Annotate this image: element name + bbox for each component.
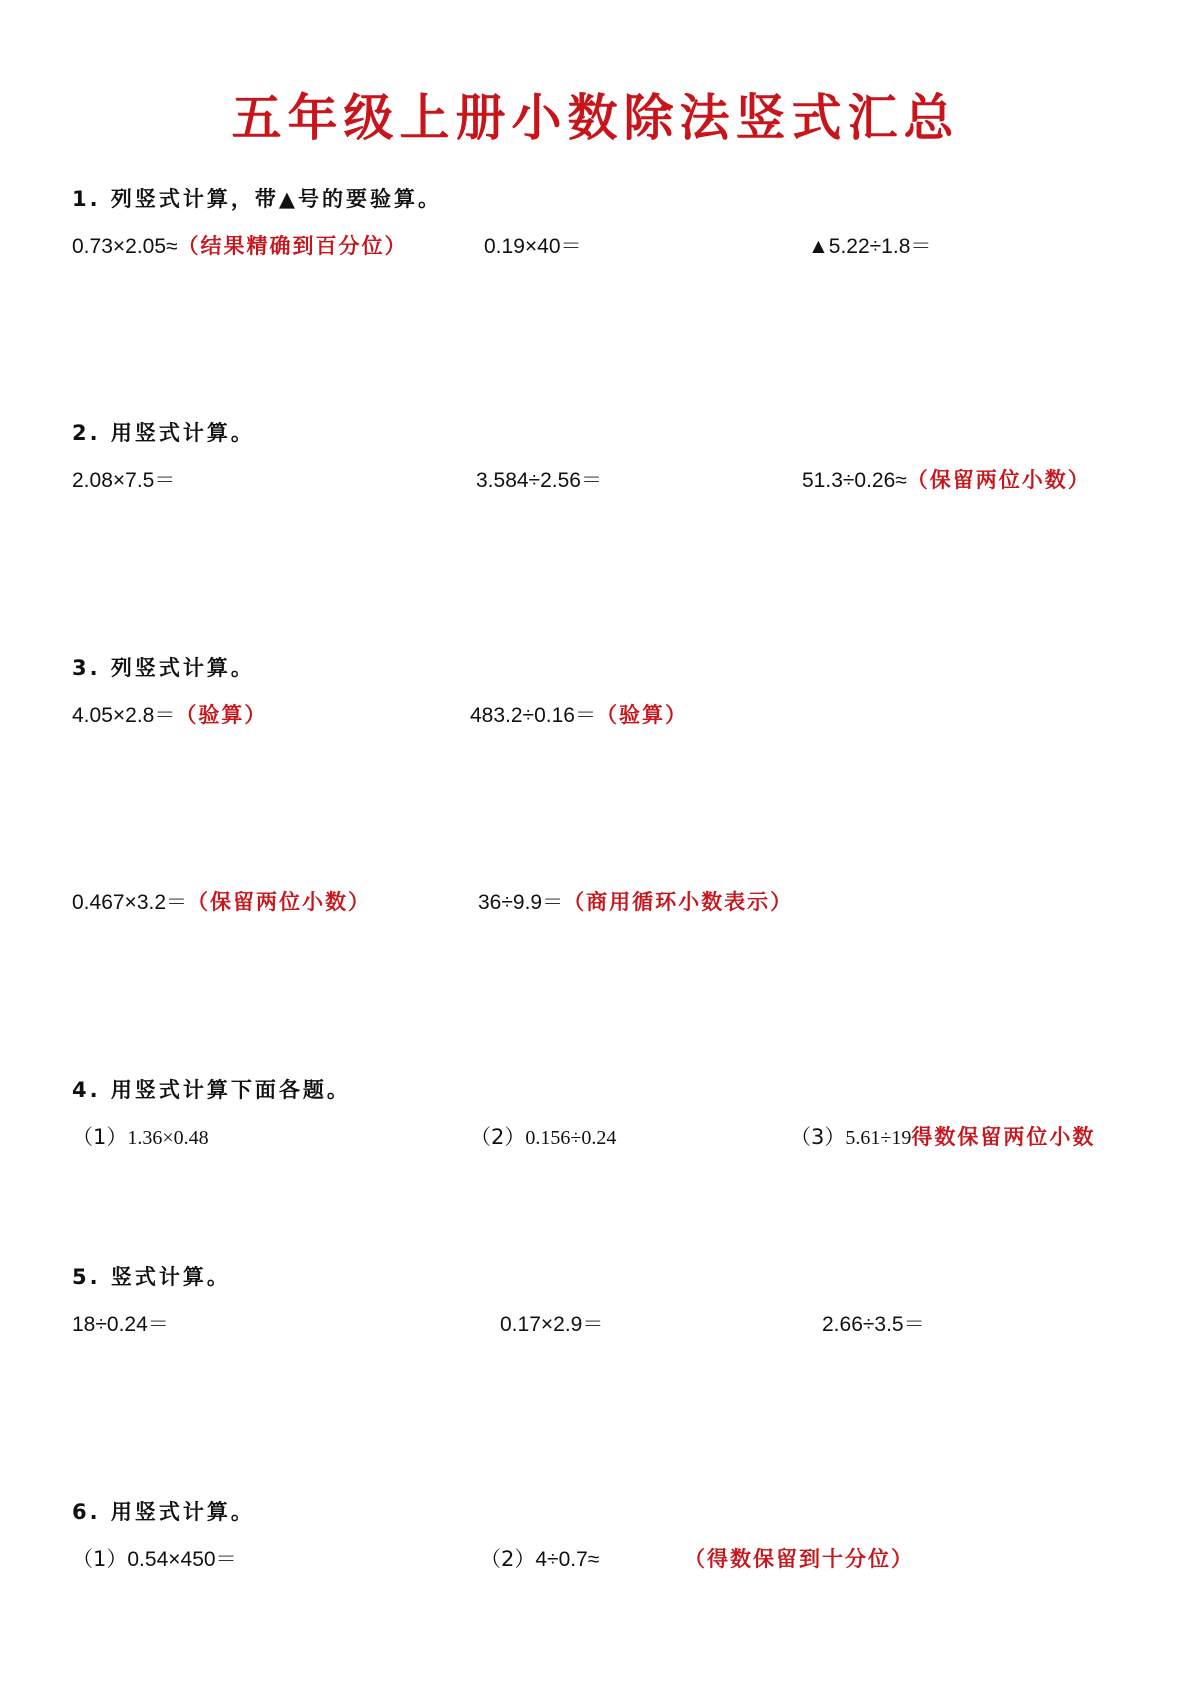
problem-note: （验算） <box>175 703 268 727</box>
problem-label: （2） <box>470 1125 526 1149</box>
problem-3-2 <box>470 699 688 729</box>
problem-1-2 <box>484 230 582 260</box>
problem-expression: 4÷0.7≈ <box>535 1548 600 1571</box>
problem-6-1 <box>72 1543 237 1573</box>
problem-note: （保留两位小数） <box>906 468 1091 492</box>
page-title: 五年级上册小数除法竖式汇总 <box>231 88 960 147</box>
problem-1-1 <box>72 230 408 260</box>
problem-expression: 0.467×3.2＝ <box>72 891 188 914</box>
problem-expression: 2.66÷3.5＝ <box>822 1313 925 1336</box>
problem-expression: 0.73×2.05≈ <box>72 235 178 258</box>
problem-label: （3） <box>790 1125 846 1149</box>
problem-expression: 0.17×2.9＝ <box>500 1313 604 1336</box>
problem-note: （得数保留到十分位） <box>684 1547 914 1571</box>
problem-expression: 3.584÷2.56＝ <box>476 469 602 492</box>
problem-note: （结果精确到百分位） <box>177 234 408 258</box>
problem-expression: 18÷0.24＝ <box>72 1313 169 1336</box>
problem-3-1 <box>72 699 267 729</box>
problem-5-1 <box>72 1308 169 1338</box>
problem-2-3 <box>802 464 1091 494</box>
problem-note: （商用循环小数表示） <box>563 890 794 914</box>
problem-expression: 51.3÷0.26≈ <box>802 469 907 492</box>
problem-expression: 5.61÷19 <box>845 1127 912 1149</box>
section-6-heading: 6. 用竖式计算。 <box>72 1500 255 1524</box>
problem-2-1 <box>72 464 175 494</box>
problem-note: （验算） <box>595 703 688 727</box>
section-5-heading: 5. 竖式计算。 <box>72 1265 231 1289</box>
section-4-heading: 4. 用竖式计算下面各题。 <box>72 1078 351 1102</box>
problem-4-3 <box>790 1121 1095 1151</box>
section-3-heading: 3. 列竖式计算。 <box>72 656 255 680</box>
problem-expression: 2.08×7.5＝ <box>72 469 176 492</box>
problem-6-2 <box>480 1543 599 1573</box>
problem-label: （1） <box>72 1547 128 1571</box>
problem-3-3 <box>72 886 371 916</box>
problem-expression: 1.36×0.48 <box>127 1127 209 1149</box>
problem-expression: 0.156÷0.24 <box>525 1127 617 1149</box>
problem-2-2 <box>476 464 602 494</box>
problem-3-4 <box>478 886 793 916</box>
problem-expression: 4.05×2.8＝ <box>72 704 176 727</box>
problem-note: （保留两位小数） <box>187 890 372 914</box>
problem-1-3 <box>808 230 931 260</box>
problem-label: （1） <box>72 1125 128 1149</box>
problem-5-2 <box>500 1308 603 1338</box>
problem-4-1 <box>72 1121 209 1151</box>
problem-expression: 0.19×40＝ <box>484 235 582 258</box>
problem-6-2-note <box>684 1543 914 1573</box>
problem-expression: 0.54×450＝ <box>127 1548 237 1571</box>
problem-5-3 <box>822 1308 925 1338</box>
section-1-heading: 1. 列竖式计算，带▲号的要验算。 <box>72 187 443 211</box>
problem-expression: 483.2÷0.16＝ <box>470 704 596 727</box>
problem-4-2 <box>470 1121 616 1151</box>
problem-label: （2） <box>480 1547 536 1571</box>
problem-expression: 36÷9.9＝ <box>478 891 564 914</box>
problem-expression: ▲5.22÷1.8＝ <box>808 235 932 258</box>
section-2-heading: 2. 用竖式计算。 <box>72 421 255 445</box>
problem-note: 得数保留两位小数 <box>911 1125 1096 1149</box>
